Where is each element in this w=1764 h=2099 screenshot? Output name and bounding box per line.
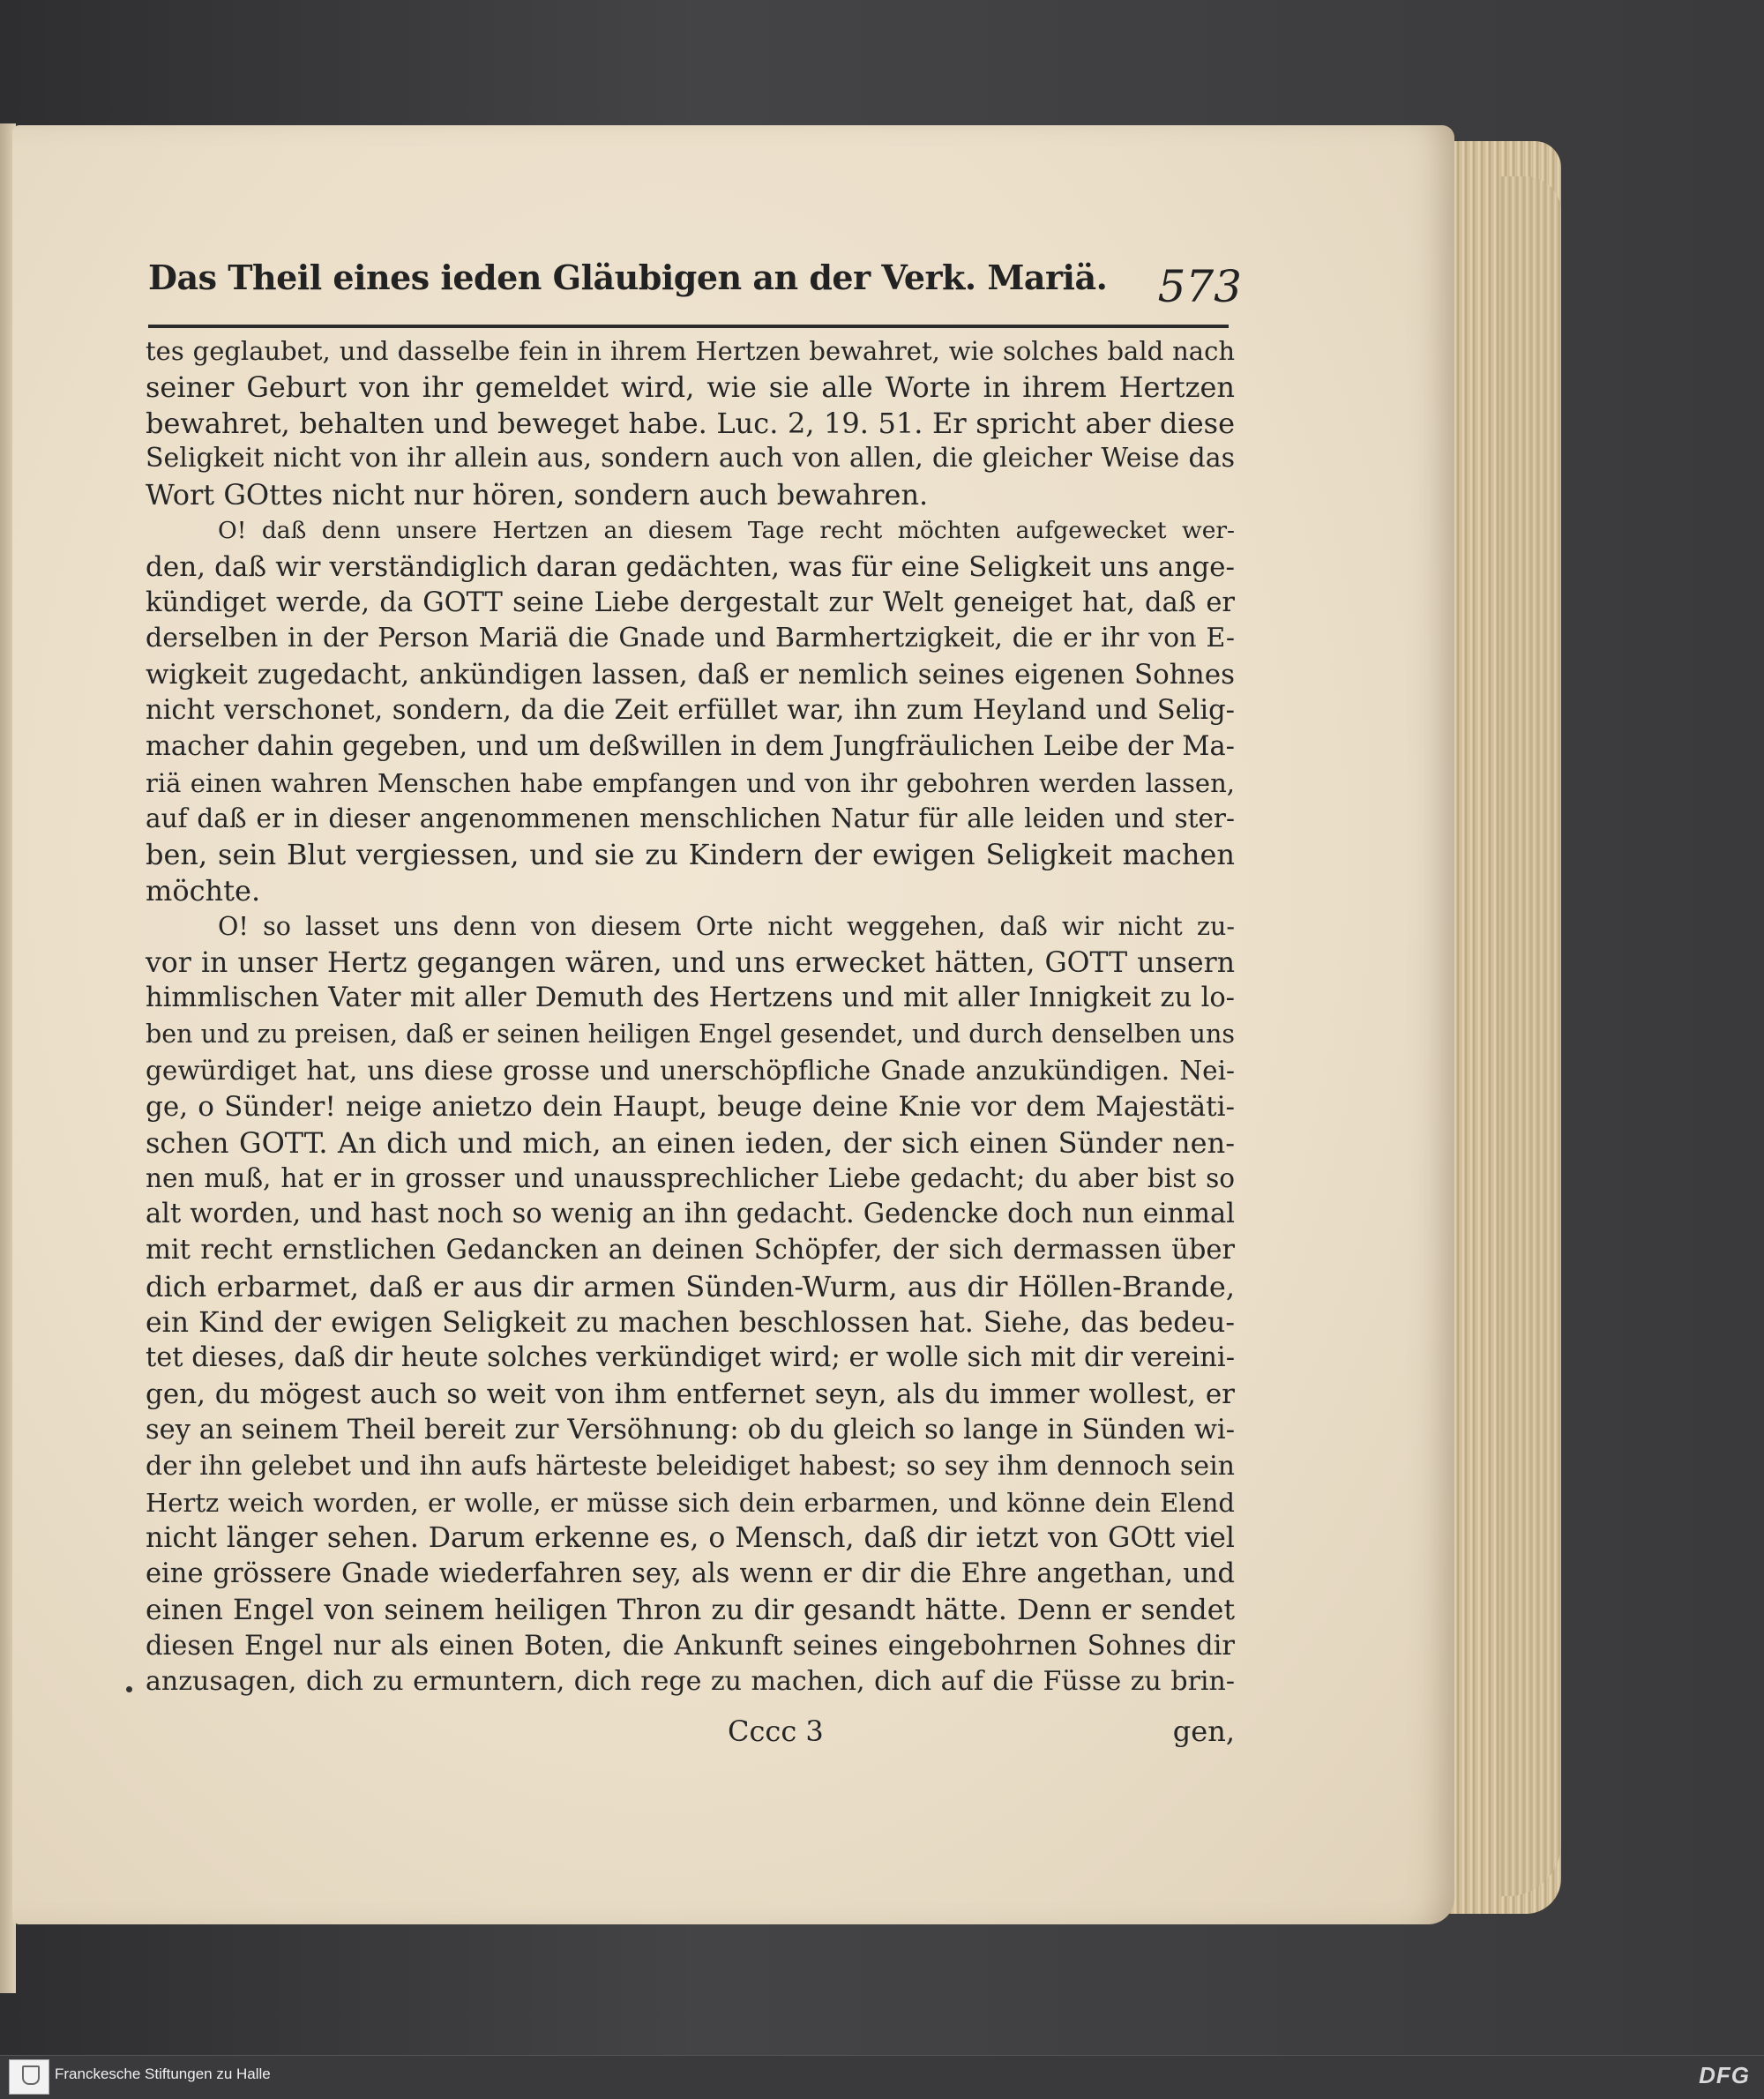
text-line: seiner Geburt von ihr gemeldet wird, wie sie alle Worte in ihrem Hertzen [146,370,1235,404]
text-line: bewahret, behalten und beweget habe. Luc. 2, 19. 51. Er spricht aber diese [146,406,1235,440]
text-line: dich erbarmet, daß er aus dir armen Sünden-Wurm, aus dir Höllen-Brande, [146,1269,1235,1303]
header-rule [148,325,1229,328]
text-line: vor in unser Hertz gegangen wären, und uns erwecket hätten, GOTT unsern [146,946,1235,979]
text-line: ein Kind der ewigen Seligkeit zu machen beschlossen hat. Siehe, das bedeu- [146,1306,1235,1339]
text-line: nen muß, hat er in grosser und unaussprechlicher Liebe gedacht; du aber bist so [146,1163,1235,1194]
text-line: ge, o Sünder! neige anietzo dein Haupt, beuge deine Knie vor dem Majestäti- [146,1090,1235,1123]
text-line: alt worden, und hast noch so wenig an ihn gedacht. Gedencke doch nun einmal [146,1199,1235,1230]
page-stack-edge-inner [1499,176,1561,1896]
text-line: Hertz weich worden, er wolle, er müsse sich dein erbarmen, und könne dein Elend [146,1487,1235,1518]
text-line: Seligkeit nicht von ihr allein aus, sondern auch von allen, die gleicher Weise das [146,443,1235,474]
text-line: einen Engel von seinem heiligen Thron zu dir gesandt hätte. Denn er sendet [146,1594,1235,1626]
institution-logo-icon [9,2059,49,2095]
dfg-logo: DFG [1699,2062,1750,2088]
text-line: O! daß denn unsere Hertzen an diesem Tage recht möchten aufgewecket wer- [218,516,1235,544]
text-line: tet dieses, daß dir heute solches verkündiget wird; er wolle sich mit dir vereini- [146,1342,1235,1374]
text-line: himmlischen Vater mit aller Demuth des Hertzens und mit aller Innigkeit zu lo- [146,982,1235,1014]
text-line: derselben in der Person Mariä die Gnade und Barmhertzigkeit, die er ihr von E- [146,623,1235,654]
signature-mark: Cccc 3 [728,1714,824,1748]
text-line: ben, sein Blut vergiessen, und sie zu Kindern der ewigen Seligkeit machen [146,838,1235,872]
text-line: sey an seinem Theil bereit zur Versöhnung: ob du gleich so lange in Sünden wi- [146,1414,1235,1445]
body-text [146,333,1235,1700]
text-line: den, daß wir verständiglich daran gedächten, was für eine Seligkeit uns ange- [146,550,1235,583]
text-line: O! so lasset uns denn von diesem Orte nicht weggehen, daß wir nicht zu- [218,911,1235,941]
text-line: macher dahin gegeben, und um deßwillen in dem Jungfräulichen Leibe der Ma- [146,730,1235,762]
text-line: ben und zu preisen, daß er seinen heiligen Engel gesendet, und durch denselben uns [146,1020,1235,1050]
running-title: Das Theil eines ieden Gläubigen an der Verk. Mariä. [148,258,1108,297]
text-line: nicht länger sehen. Darum erkenne es, o Mensch, daß dir ietzt von GOtt viel [146,1522,1235,1555]
text-line: schen GOTT. An dich und mich, an einen ieden, der sich einen Sünder nen- [146,1125,1235,1160]
text-line: kündiget werde, da GOTT seine Liebe dergestalt zur Welt geneiget hat, daß er [146,586,1235,618]
text-line: möchte. [146,873,261,908]
text-line: mit recht ernstlichen Gedancken an deinen Schöpfer, der sich dermassen über [146,1234,1235,1266]
text-line: nicht verschonet, sondern, da die Zeit erfüllet war, ihn zum Heyland und Selig- [146,694,1235,726]
text-line: riä einen wahren Menschen habe empfangen und von ihr gebohren werden lassen, [146,767,1235,798]
page-header [148,258,1242,319]
page-number: 573 [1157,261,1242,312]
catchword: gen, [1172,1714,1235,1748]
text-line: tes geglaubet, und dasselbe fein in ihrem Hertzen bewahret, wie solches bald nach [146,336,1235,366]
text-line: der ihn gelebet und ihn aufs härteste beleidiget habest; so sey ihm dennoch sein [146,1450,1235,1482]
text-line: Wort GOttes nicht nur hören, sondern auch bewahren. [146,478,929,512]
text-line: diesen Engel nur als einen Boten, die Ankunft seines eingebohrnen Sohnes dir [146,1630,1235,1662]
text-line: auf daß er in dieser angenommenen menschlichen Natur für alle leiden und ster- [146,803,1235,834]
text-line: gen, du mögest auch so weit von ihm entfernet seyn, als du immer wollest, er [146,1378,1235,1411]
page-footer [146,1714,1235,1753]
margin-mark [126,1686,132,1692]
text-line: gewürdiget hat, uns diese grosse und unerschöpfliche Gnade anzukündigen. Nei- [146,1055,1235,1086]
text-line: wigkeit zugedacht, ankündigen lassen, daß er nemlich seines eigenen Sohnes [146,659,1235,691]
institution-name: Franckesche Stiftungen zu Halle [55,2065,271,2082]
text-line: eine grössere Gnade wiederfahren sey, als wenn er dir die Ehre angethan, und [146,1558,1235,1590]
text-line: anzusagen, dich zu ermuntern, dich rege zu machen, dich auf die Füsse zu brin- [146,1666,1235,1698]
